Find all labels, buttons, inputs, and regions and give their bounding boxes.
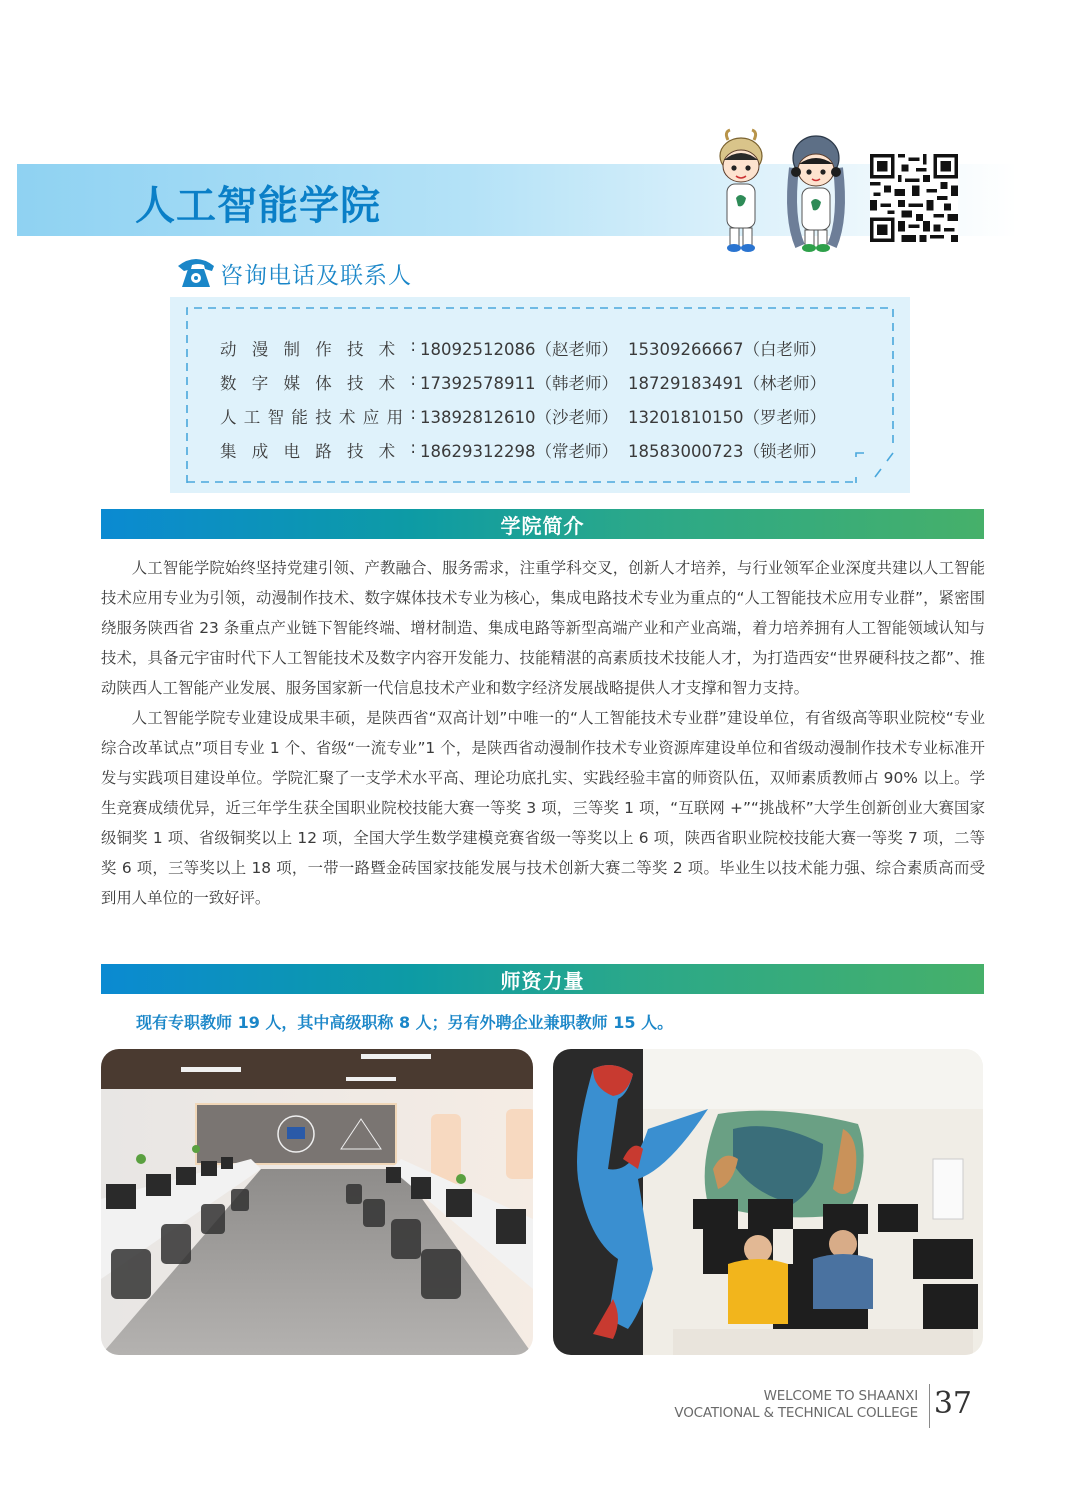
contact-box: [170, 297, 910, 493]
computer-lab-photo: [101, 1049, 533, 1355]
contact-heading: [176, 255, 412, 291]
contact-heading-text: 咨询电话及联系人: [220, 262, 412, 289]
intro-paragraph: 人工智能学院始终坚持党建引领、产教融合、服务需求，注重学科交叉，创新人才培养，与行业领军企业深度共建以人工智能技术应用专业为引领，动漫制作技术、数字媒体技术专业为核心，集成电路技术专业为重点的“人工智能技术应用专业群”，紧密围绕服务陕西省 23 条重点产业链下智能终端、增材制造、集成电路等新型高端产业和产业高端，着力培养拥有人工智能领域认知与技术，具备元宇宙时代下人工智能技术及数字内容开发能力、技能精湛的高素质技术技能人才，为打造西安“世界硬科技之都”、推动陕西人工智能产业发展、服务国家新一代信息技术产业和数字经济发展战略提供人才支撑和智力支持。: [101, 559, 985, 697]
computer-lab-image: [101, 1049, 533, 1355]
qr-code-icon: [870, 154, 958, 242]
contact-phone-1: 18629312298（常老师）: [420, 442, 618, 461]
contact-row: [220, 365, 838, 399]
contact-phone-2: 18583000723（锁老师）: [628, 442, 826, 461]
faculty-note: 现有专职教师 19 人，其中高级职称 8 人；另有外聘企业兼职教师 15 人。: [136, 1013, 674, 1032]
contact-phone-2: 13201810150（罗老师）: [628, 408, 826, 427]
page-title: 人工智能学院: [135, 183, 381, 229]
qr-code[interactable]: [870, 154, 958, 242]
mascot-illustration: [716, 128, 866, 254]
intro-paragraph: 人工智能学院专业建设成果丰硕，是陕西省“双高计划”中唯一的“人工智能技术专业群”建设单位，有省级高等职业院校“专业综合改革试点”项目专业 1 个、省级“一流专业”1 个，是陕西省动漫制作技术专业资源库建设单位和省级动漫制作技术专业标准开发与实践项目建设单位。学院汇聚了一支学术水平高、理论功底扎实、实践经验丰富的师资队伍，双师素质教师占 90% 以上。学生竞赛成绩优异，近三年学生获全国职业院校技能大赛一等奖 3 项，三等奖 1 项，“互联网 +”“挑战杯”大学生创新创业大赛国家级铜奖 1 项、省级铜奖以上 12 项，全国大学生数学建模竞赛省级一等奖以上 6 项，陕西省职业院校技能大赛一等奖 7 项，二等奖 6 项，三等奖以上 18 项，一带一路暨金砖国家技能发展与技术创新大赛二等奖 2 项。毕业生以技术能力强、综合素质高而受到用人单位的一致好评。: [101, 709, 985, 907]
mascots-icon: [716, 128, 866, 254]
page-number: 37: [933, 1386, 972, 1421]
major-name: 人 工 智 能 技 术 应 用 :: [220, 404, 416, 427]
major-name: 数 字 媒 体 技 术 :: [220, 370, 416, 393]
contact-phone-2: 15309266667（白老师）: [628, 340, 826, 359]
footer-divider: [929, 1384, 930, 1428]
title-band: [17, 164, 1017, 236]
contact-phone-2: 18729183491（林老师）: [628, 374, 826, 393]
footer-line-2: VOCATIONAL & TECHNICAL COLLEGE: [674, 1405, 918, 1421]
section-title: 师资力量: [500, 968, 585, 993]
contact-list: [220, 331, 838, 467]
major-name: 集 成 电 路 技 术 :: [220, 438, 416, 461]
section-header-intro: [101, 509, 984, 539]
contact-phone-1: 18092512086（赵老师）: [420, 340, 618, 359]
contact-phone-1: 13892812610（沙老师）: [420, 408, 618, 427]
contact-row: [220, 433, 838, 467]
contact-row: [220, 331, 838, 365]
students-classroom-photo: [553, 1049, 983, 1355]
students-classroom-image: [553, 1049, 983, 1355]
telephone-icon: [176, 256, 216, 290]
section-title: 学院简介: [500, 513, 585, 538]
contact-row: [220, 399, 838, 433]
major-name: 动 漫 制 作 技 术 :: [220, 336, 416, 359]
footer-line-1: WELCOME TO SHAANXI: [763, 1388, 918, 1404]
page-footer: [640, 1384, 980, 1430]
contact-phone-1: 17392578911（韩老师）: [420, 374, 618, 393]
section-header-faculty: [101, 964, 984, 994]
intro-text: [101, 553, 985, 913]
footer-tagline: [674, 1388, 918, 1422]
